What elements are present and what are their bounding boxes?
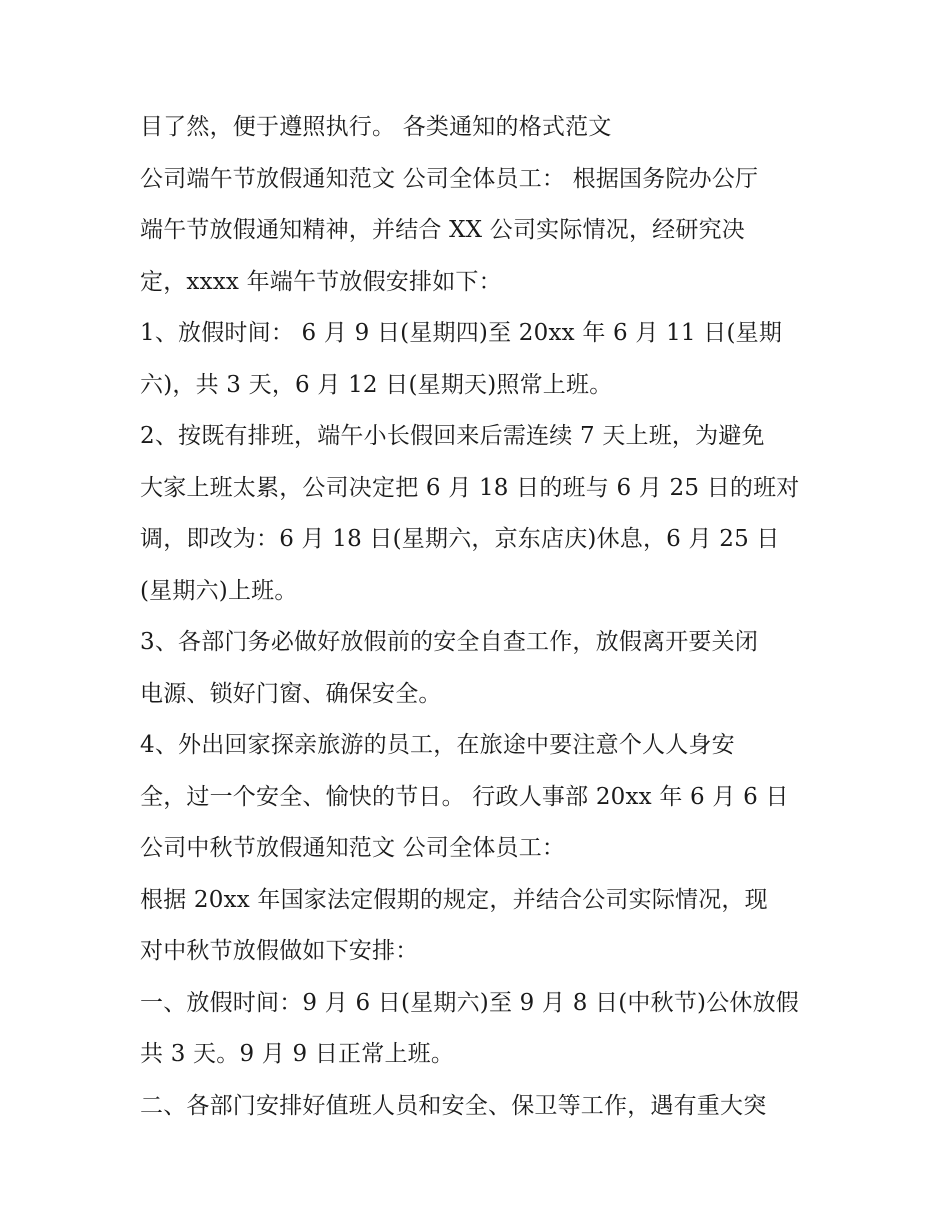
document-body [140, 102, 830, 1132]
text-line: 公司中秋节放假通知范文 公司全体员工： [140, 835, 566, 861]
text-line: 目了然，便于遵照执行。 各类通知的格式范文 [140, 114, 612, 140]
text-line: 电源、锁好门窗、确保安全。 [140, 680, 442, 707]
text-line: 二、各部门安排好值班人员和安全、保卫等工作，遇有重大突 [140, 1092, 767, 1119]
text-line: 3、各部门务必做好放假前的安全自查工作，放假离开要关闭 [140, 629, 759, 655]
text-line: 共 3 天。9 月 9 日正常上班。 [140, 1041, 455, 1067]
text-line: 对中秋节放假做如下安排： [140, 938, 419, 964]
text-line: 2、按既有排班，端午小长假回来后需连续 7 天上班，为避免 [140, 423, 765, 449]
text-line: (星期六)上班。 [140, 577, 298, 604]
text-line: 公司端午节放假通知范文 公司全体员工： 根据国务院办公厅 [140, 165, 759, 192]
text-line: 六)，共 3 天，6 月 12 日(星期天)照常上班。 [140, 371, 613, 398]
text-line: 定，xxxx 年端午节放假安排如下： [140, 268, 502, 295]
text-line: 1、放假时间： 6 月 9 日(星期四)至 20xx 年 6 月 11 日(星期 [140, 320, 783, 346]
text-line: 一、放假时间：9 月 6 日(星期六)至 9 月 8 日(中秋节)公休放假 [140, 989, 800, 1016]
text-line: 端午节放假通知精神，并结合 XX 公司实际情况，经研究决 [140, 217, 745, 243]
text-line: 全，过一个安全、愉快的节日。 行政人事部 20xx 年 6 月 6 日 [140, 783, 789, 810]
text-line: 大家上班太累，公司决定把 6 月 18 日的班与 6 月 25 日的班对 [140, 474, 800, 501]
text-line: 根据 20xx 年国家法定假期的规定，并结合公司实际情况，现 [140, 886, 768, 913]
text-line: 4、外出回家探亲旅游的员工，在旅途中要注意个人人身安 [140, 732, 735, 758]
text-line: 调，即改为：6 月 18 日(星期六，京东店庆)休息，6 月 25 日 [140, 526, 780, 552]
